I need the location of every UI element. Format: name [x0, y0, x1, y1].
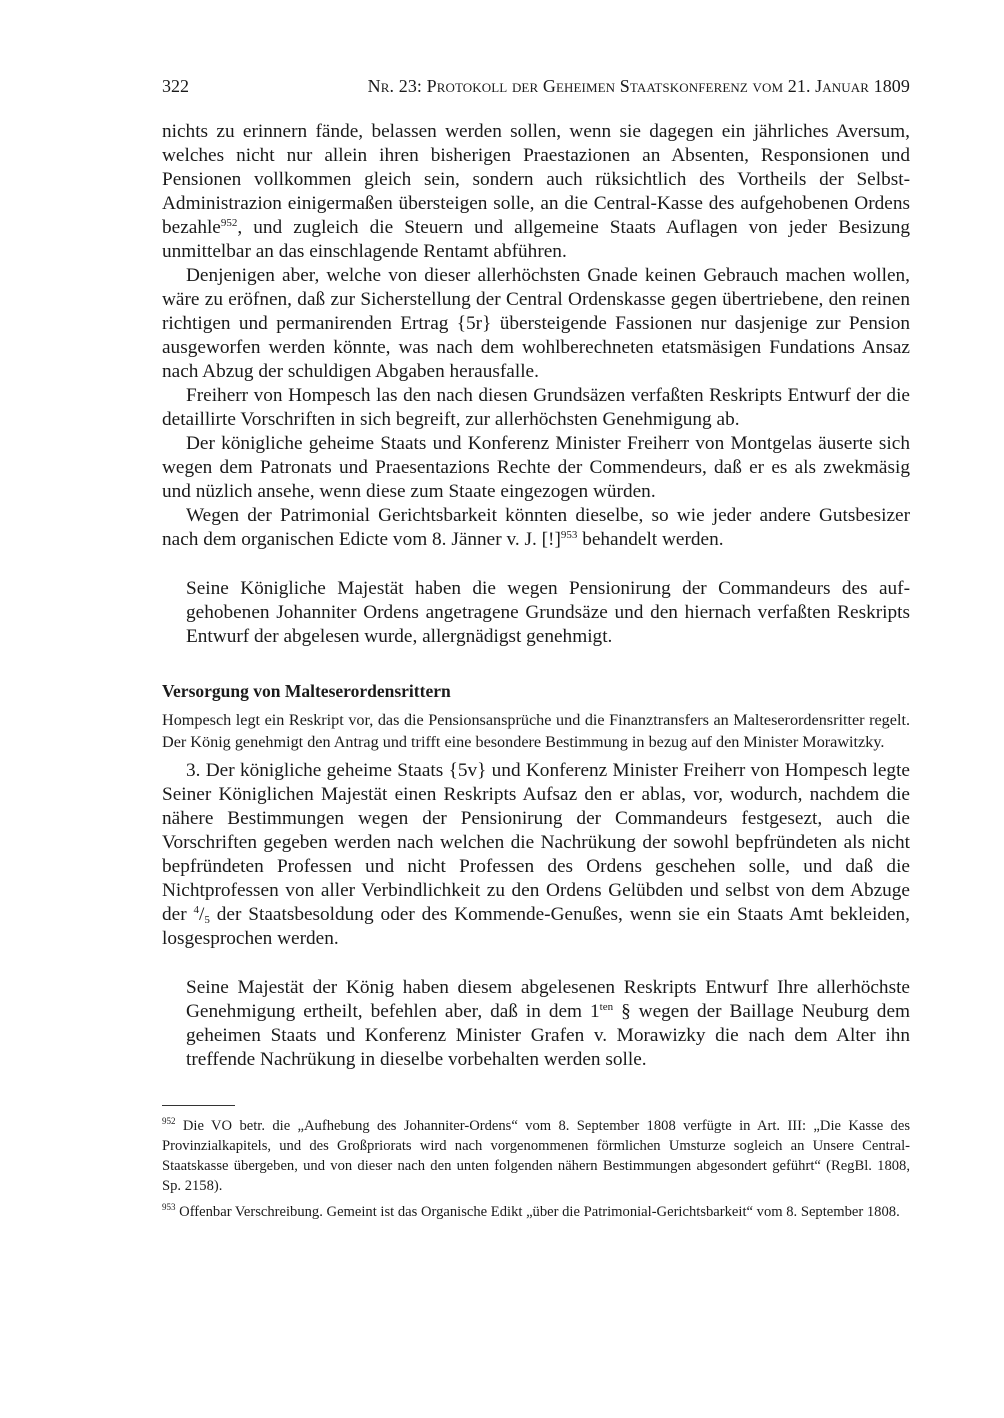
paragraph-6-text-b: der Staatsbesoldung oder des Kommende-Genußes, wenn sie ein Staats Amt bekleiden, losgesprochen werden. — [162, 904, 910, 949]
fraction: $^4/_5$ — [193, 904, 210, 926]
paragraph-6 — [162, 759, 910, 951]
paragraph-6-text-a: 3. Der königliche geheime Staats {5v} und Konferenz Minister Freiherr von Hompesch legte Seiner Königlichen Majestät einen Reskripts Aufsaz den er ablas, vor, wodurch, nachdem die nähere Bestimmungen wegen der Pensionirung der Commandeurs festgesezt, auch die Vorschriften gegeben werden nach welchen die Nachrükung der sowohl bepfründeten als nicht bepfründeten Professen und nicht Professen des Ordens geschehen solle, und daß die Nichtprofessen von aller Verbindlichkeit zu den Ordens Gelübden und selbst von dem Abzuge der — [162, 760, 910, 925]
running-title: Nr. 23: Protokoll der Geheimen Staatskonferenz vom 21. Januar 1809 — [367, 76, 910, 96]
decision-2-text-b: § wegen der Baillage Neuburg dem geheimen Staats und Konferenz Minister Grafen v. Morawizky die nach dem Alter ihn treffende Nachrükung in dieselbe vorbehalten werden solle. — [186, 1001, 911, 1070]
paragraph-5-text-b: behandelt werden. — [577, 529, 724, 550]
decision-1: Seine Königliche Majestät haben die wegen Pensionirung der Commandeurs des aufgehobenen Johanniter Ordens angetragene Grundsäze und den hiernach verfaßten Reskripts Entwurf der abgelesen wurde, allergnädigst genehmigt. — [186, 578, 910, 647]
paragraph-1-text-b: , und zugleich die Steuern und allgemeine Staats Auflagen von jeder Besizung unmittelbar an das einschlagende Rentamt abführen. — [162, 217, 910, 262]
paragraph-3: Freiherr von Hompesch las den nach diesen Grundsäzen verfaßten Reskripts Entwurf der die detaillirte Vorschriften in sich begreift, zur allerhöchsten Genehmigung ab. — [162, 385, 910, 430]
paragraph-4: Der königliche geheime Staats und Konferenz Minister Freiherr von Montgelas äuserte sich wegen dem Patronats und Praesentazions Rechte der Commendeurs, daß er es als zwekmäsig und nüzlich ansehe, wenn diese zum Staate eingezogen würden. — [162, 433, 910, 502]
section-abstract: Hompesch legt ein Reskript vor, das die Pensionsansprüche und die Finanztransfers an Malteserordensritter regelt. Der König genehmigt den Antrag und trifft eine besondere Bestimmung in bezug auf den Minister Morawitzky. — [162, 711, 910, 751]
paragraph-5-text-a: Wegen der Patrimonial Gerichtsbarkeit könnten dieselbe, so wie jeder andere Gutsbesizer nach dem organischen Edicte vom 8. Jänner v. J. [!] — [162, 505, 910, 550]
footnote-953 — [162, 1202, 910, 1222]
footnote-text: Offenbar Verschreibung. Gemeint ist das Organische Edikt „über die Patrimonial-Gerichtsbarkeit“ vom 8. September 1808. — [175, 1204, 900, 1220]
ordinal-superscript: ten — [599, 1001, 614, 1013]
paragraph-1-text-a: nichts zu erinnern fände, belassen werden sollen, wenn sie dagegen ein jährliches Aversum, welches nicht nur allein ihren bisherigen Praestazionen an Absenten, Responsionen und Pensionen vollkommen gleich sein, sondern auch rüksichtlich des Vortheils der Selbst-Administrazion einigermaßen übersteigen solle, an die Central-Kasse des aufgehobenen Ordens bezahle — [162, 121, 910, 238]
section-heading: Versorgung von Malteserordensrittern — [162, 681, 451, 701]
decision-2 — [186, 976, 910, 1072]
footnote-ref-953[interactable]: 953 — [560, 529, 578, 541]
footnote-952 — [162, 1116, 910, 1196]
running-header — [162, 76, 910, 98]
paragraph-2: Denjenigen aber, welche von dieser allerhöchsten Gnade keinen Gebrauch machen wollen, wäre zu eröfnen, daß zur Sicherstellung der Central Ordenskasse gegen übertriebene, den reinen richtigen und permanirenden Ertrag {5r} übersteigende Fassionen nur dasjenige zur Pension ausgeworfen werden könnte, was nach dem wohlberechneten etatsmäsigen Fundations Ansaz nach Abzug der schuldigen Abgaben herausfalle. — [162, 265, 910, 382]
footnote-number: 952 — [162, 1116, 176, 1126]
main-text — [162, 120, 910, 1072]
paragraph-1 — [162, 120, 910, 264]
footnote-separator — [162, 1105, 235, 1106]
fraction-denominator: 5 — [204, 914, 210, 926]
footnote-number: 953 — [162, 1202, 176, 1212]
footnotes — [162, 1116, 910, 1228]
footnote-ref-952[interactable]: 952 — [220, 217, 238, 229]
page-number: 322 — [162, 76, 189, 96]
footnote-text: Die VO betr. die „Aufhebung des Johanniter-Ordens“ vom 8. September 1808 verfügte in Art. III: „Die Kasse des Provinzialkapitels, und des Großpriorats wird nach vorgenommenen förmlichen Umsturze sogleich an Unsere Central-Staatskasse übergeben, und von dieser nach den unten folgenden nähern Bestimmungen abgesondert geführt“ (RegBl. 1808, Sp. 2158). — [162, 1118, 910, 1194]
fraction-numerator: 4 — [193, 904, 200, 916]
decision-2-text-a: Seine Majestät der König haben diesem abgelesenen Reskripts Entwurf Ihre allerhöchste Genehmigung ertheilt, befehlen aber, daß in dem 1 — [186, 977, 910, 1022]
paragraph-5 — [162, 504, 910, 552]
